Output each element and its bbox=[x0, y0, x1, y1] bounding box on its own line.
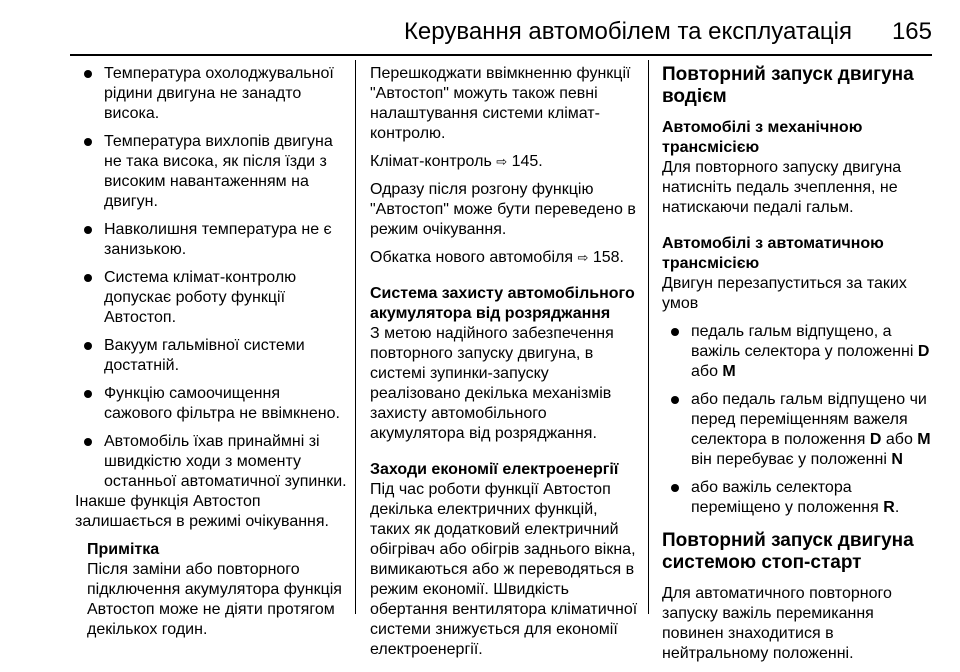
subheading: Заходи економії електроенергії bbox=[370, 461, 619, 478]
list-item: Температура вихлопів двигуна не така висока, як після їзди з високим навантаженням на двигун. bbox=[75, 132, 347, 212]
section-heading: Повторний запуск двигуна системою стоп-старт bbox=[662, 530, 914, 573]
bullet-icon bbox=[84, 274, 92, 282]
paragraph: З метою надійного забезпечення повторного запуску двигуна, в системі зупинки-запуску реалізовано декілька механізмів захисту автомобільного акумулятора від розряджання. bbox=[370, 325, 614, 442]
page-header bbox=[70, 12, 932, 52]
paragraph: Одразу після розгону функцію "Автостоп" може бути переведено в режим очікування. bbox=[370, 181, 636, 238]
list-item: Автомобіль їхав принаймні зі швидкістю ходи з моменту останньої автоматичної зупинки. bbox=[75, 432, 347, 492]
page-ref-link[interactable]: 158. bbox=[592, 249, 624, 266]
chapter-title: Керування автомобілем та експлуатація bbox=[403, 18, 852, 45]
paragraph: Двигун перезапуститься за таких умов bbox=[662, 275, 907, 312]
subheading: Автомобілі з автоматичною трансмісією bbox=[662, 235, 884, 272]
bullet-icon bbox=[671, 396, 679, 404]
bullet-icon bbox=[671, 484, 679, 492]
restart-conditions-list bbox=[662, 322, 934, 518]
bullet-icon bbox=[84, 390, 92, 398]
page-ref-link[interactable]: 145. bbox=[511, 153, 543, 170]
subheading: Система захисту автомобільного акумулятора від розряджання bbox=[370, 285, 635, 322]
bullet-icon bbox=[671, 328, 679, 336]
paragraph: Перешкоджати ввімкненню функції "Автостоп" можуть також певні налаштування системи клімат-контролю. bbox=[370, 65, 631, 142]
paragraph: Обкатка нового автомобіля ⇨ 158. bbox=[370, 249, 624, 266]
paragraph: Клімат-контроль ⇨ 145. bbox=[370, 153, 543, 170]
column-divider bbox=[648, 60, 649, 614]
list-item: Навколишня температура не є занизькою. bbox=[75, 220, 347, 260]
list-item: Температура охолоджувальної рідини двигуна не занадто висока. bbox=[75, 64, 347, 124]
column-2 bbox=[370, 64, 640, 668]
list-item: або важіль селектора переміщено у положення R. bbox=[662, 478, 934, 518]
bullet-icon bbox=[84, 342, 92, 350]
condition-list bbox=[75, 64, 347, 492]
column-1 bbox=[75, 64, 347, 640]
paragraph: Для автоматичного повторного запуску важіль перемикання повинен знаходитися в нейтральному положенні. bbox=[662, 585, 892, 662]
note-title: Примітка bbox=[87, 541, 160, 558]
paragraph: Інакше функція Автостоп залишається в режимі очікування. bbox=[75, 493, 329, 530]
list-item: Система клімат-контролю допускає роботу функції Автостоп. bbox=[75, 268, 347, 328]
page-ref-arrow-icon[interactable]: ⇨ bbox=[496, 154, 508, 169]
list-item: Функцію самоочищення сажового фільтра не ввімкнено. bbox=[75, 384, 347, 424]
bullet-icon bbox=[84, 70, 92, 78]
paragraph: Під час роботи функції Автостоп декілька електричних функцій, таких як додатковий електричний обігрівач або обігрів заднього вікна, вимикаються або ж переводяться в режим економії. Швидкість обертання вентилятора кліматичної системи знижується для економії електроенергії. bbox=[370, 481, 638, 658]
list-item: або педаль гальм відпущено чи перед переміщенням важеля селектора в положення D або M він перебуває у положенні N bbox=[662, 390, 934, 470]
column-3 bbox=[662, 64, 934, 672]
list-item: Вакуум гальмівної системи достатній. bbox=[75, 336, 347, 376]
subheading: Автомобілі з механічною трансмісією bbox=[662, 119, 863, 156]
column-divider bbox=[355, 60, 356, 614]
header-rule bbox=[70, 54, 932, 56]
bullet-icon bbox=[84, 138, 92, 146]
bullet-icon bbox=[84, 226, 92, 234]
list-item: педаль гальм відпущено, а важіль селектора у положенні D або M bbox=[662, 322, 934, 382]
note-block bbox=[75, 540, 347, 640]
note-text: Після заміни або повторного підключення акумулятора функція Автостоп може не діяти протягом декількох годин. bbox=[87, 561, 342, 638]
page-ref-arrow-icon[interactable]: ⇨ bbox=[577, 250, 589, 265]
bullet-icon bbox=[84, 438, 92, 446]
paragraph: Для повторного запуску двигуна натисніть педаль зчеплення, не натискаючи педалі гальм. bbox=[662, 159, 902, 216]
section-heading: Повторний запуск двигуна водієм bbox=[662, 64, 914, 107]
page-number: 165 bbox=[891, 18, 932, 45]
